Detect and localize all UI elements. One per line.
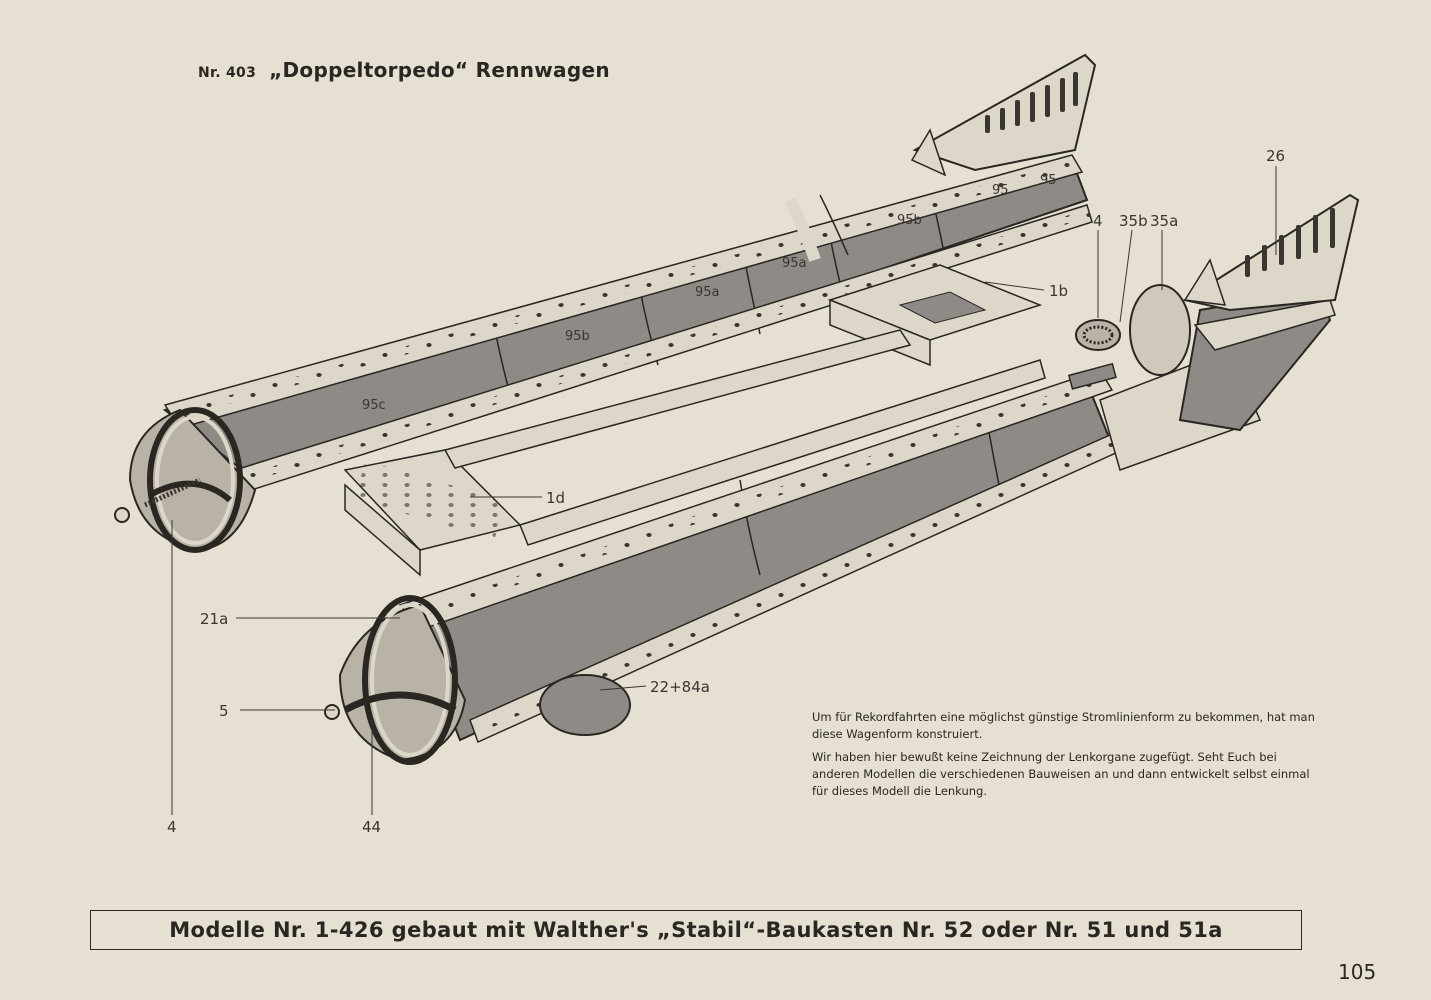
part-label-95b-2: 95b (897, 213, 922, 228)
part-label-95a-2: 95a (782, 256, 807, 271)
callout-35b: 35b (1119, 212, 1148, 230)
callout-35a: 35a (1150, 212, 1179, 230)
part-label-95b-1: 95b (565, 329, 590, 344)
callout-26: 26 (1266, 147, 1286, 165)
callout-22-84a: 22+84a (650, 678, 710, 696)
model-number: Nr. 403 (198, 65, 257, 81)
part-label-95c: 95c (362, 398, 386, 413)
description-paragraph-1: Um für Rekordfahrten eine möglichst günstige Stromlinienform zu bekommen, hat man diese Wagenform konstruiert. (812, 710, 1315, 741)
footer-banner (90, 910, 1302, 950)
callout-5: 5 (219, 702, 229, 720)
model-name: „Doppeltorpedo“ Rennwagen (269, 58, 610, 82)
model-description (812, 709, 1322, 806)
part-label-95a-1: 95a (695, 285, 720, 300)
part-label-95-1: 95 (992, 183, 1009, 198)
callout-4-bottom: 4 (167, 818, 177, 836)
part-label-95-2: 95 (1040, 173, 1057, 188)
page-number: 105 (1338, 960, 1377, 984)
description-paragraph-2: Wir haben hier bewußt keine Zeichnung der Lenkorgane zugefügt. Seht Euch bei anderen Modellen die verschiedenen Bauweisen an und dann entwickelt selbst einmal für dieses Modell die Lenkung. (812, 750, 1310, 798)
callout-1d: 1d (546, 489, 566, 507)
callout-4-top: 4 (1093, 212, 1103, 230)
lower-fin (1185, 195, 1358, 310)
footer-text: Modelle Nr. 1-426 gebaut mit Walther's „Stabil“-Baukasten Nr. 52 oder Nr. 51 und 51a (169, 918, 1223, 942)
callout-21a: 21a (200, 610, 229, 628)
callout-44: 44 (362, 818, 382, 836)
callout-1b: 1b (1049, 282, 1069, 300)
